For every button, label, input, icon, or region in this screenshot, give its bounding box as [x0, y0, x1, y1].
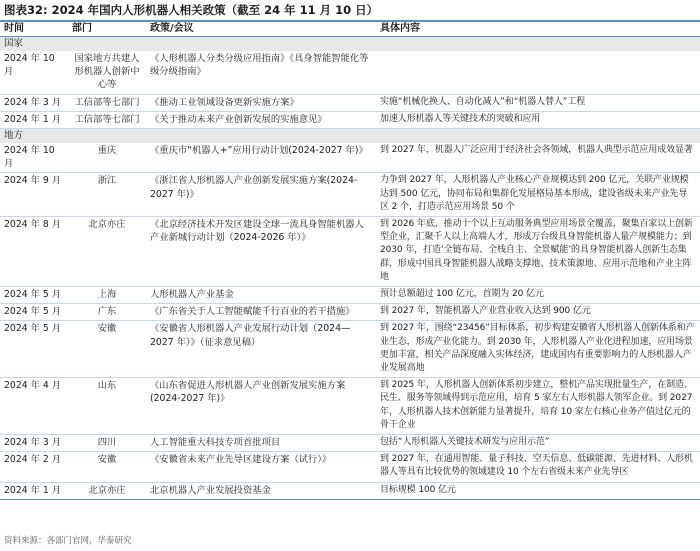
cell-policy: 人形机器人产业基金	[146, 287, 376, 304]
cell-content: 力争到 2027 年，人形机器人产业核心产业规模达到 200 亿元，关联产业规模达到 500 亿元，协同布局和集群化发展格局基本形成，建设省级未来产业先导区 2 个，打造示范应用场景 50 个	[376, 173, 700, 217]
cell-dept: 北京亦庄	[68, 482, 146, 499]
cell-policy: 《重庆市“机器人+”应用行动计划(2024-2027 年)》	[146, 143, 376, 173]
section-row	[0, 129, 700, 144]
table-row	[0, 482, 700, 499]
cell-time: 2024 年 3 月	[0, 94, 68, 111]
cell-content: 包括“人形机器人关键技术研发与应用示范”	[376, 435, 700, 452]
cell-dept: 工信部等七部门	[68, 111, 146, 128]
cell-time: 2024 年 5 月	[0, 304, 68, 321]
policy-table	[0, 22, 700, 500]
cell-time: 2024 年 5 月	[0, 287, 68, 304]
cell-policy: 《人形机器人分类分级应用指南》《具身智能智能化等级分级指南》	[146, 51, 376, 94]
table-row	[0, 452, 700, 482]
cell-dept: 北京亦庄	[68, 217, 146, 287]
table-row	[0, 111, 700, 128]
cell-policy: 北京机器人产业发展投资基金	[146, 482, 376, 499]
header-content: 具体内容	[376, 22, 700, 37]
cell-time: 2024 年 8 月	[0, 217, 68, 287]
cell-dept: 上海	[68, 287, 146, 304]
cell-time: 2024 年 1 月	[0, 111, 68, 128]
cell-content: 实施“机械化换人、自动化减人”和“机器人替人”工程	[376, 94, 700, 111]
table-header-row	[0, 22, 700, 37]
cell-time: 2024 年 3 月	[0, 435, 68, 452]
cell-dept: 浙江	[68, 173, 146, 217]
cell-content: 到 2027 年，机器人广泛应用于经济社会各领域，机器人典型示范应用成效显著	[376, 143, 700, 173]
table-row	[0, 287, 700, 304]
cell-content: 到 2026 年底，推动十个以上互动服务典型应用场景全覆盖，聚集百家以上创新型企业，汇聚千人以上高端人才，形成万台级具身智能机器人量产规模能力；到 2030 年，打造‘全链布局、全栈自主、全景赋能’的具身智能机器人创新生态集群，形成中国具身智能机器人战略支撑地、技术策源地、应用示范地和产业主阵地	[376, 217, 700, 287]
cell-content: 到 2027 年，围绕“23456”目标体系，初步构建安徽省人形机器人创新体系和产业生态，形成产业化能力。到 2030 年，人形机器人产业化进程加速，应用场景更加丰富，相关产品深度融入实体经济，建成国内有重要影响力的人形机器人产业发展高地	[376, 321, 700, 378]
cell-policy: 《北京经济技术开发区建设全球一流具身智能机器人产业新城行动计划（2024-2026 年）》	[146, 217, 376, 287]
cell-time: 2024 年 5 月	[0, 321, 68, 378]
table-row	[0, 321, 700, 378]
table-row	[0, 378, 700, 435]
header-policy: 政策/会议	[146, 22, 376, 37]
cell-dept: 安徽	[68, 452, 146, 482]
cell-dept: 重庆	[68, 143, 146, 173]
cell-time: 2024 年 9 月	[0, 173, 68, 217]
source-note: 资料来源：各部门官网，华泰研究	[4, 536, 132, 546]
header-time: 时间	[0, 22, 68, 37]
header-dept: 部门	[68, 22, 146, 37]
table-row	[0, 304, 700, 321]
cell-content: 到 2027 年，智能机器人产业营业收入达到 900 亿元	[376, 304, 700, 321]
cell-policy: 《浙江省人形机器人产业创新发展实施方案(2024-2027 年)》	[146, 173, 376, 217]
cell-time: 2024 年 4 月	[0, 378, 68, 435]
table-row	[0, 143, 700, 173]
cell-dept: 广东	[68, 304, 146, 321]
cell-policy: 《推动工业领域设备更新实施方案》	[146, 94, 376, 111]
table-row	[0, 435, 700, 452]
cell-policy: 人工智能重大科技专项首批项目	[146, 435, 376, 452]
table-body	[0, 37, 700, 500]
cell-dept: 安徽	[68, 321, 146, 378]
cell-time: 2024 年 1 月	[0, 482, 68, 499]
cell-time: 2024 年 2 月	[0, 452, 68, 482]
table-row	[0, 94, 700, 111]
cell-policy: 《广东省关于人工智能赋能千行百业的若干措施》	[146, 304, 376, 321]
figure-title: 图表32: 2024 年国内人形机器人相关政策（截至 24 年 11 月 10 日）	[4, 3, 379, 17]
cell-content: 加速人形机器人等关键技术的突破和应用	[376, 111, 700, 128]
cell-dept: 工信部等七部门	[68, 94, 146, 111]
table-row	[0, 217, 700, 287]
cell-policy: 《山东省促进人形机器人产业创新发展实施方案(2024-2027 年)》	[146, 378, 376, 435]
cell-content: 到 2025 年，人形机器人创新体系初步建立，整机产品实现批量生产，在制造、民生、服务等领域得到示范应用，培育 5 家左右人形机器人领军企业。到 2027 年，人形机器人技术创新能力显著提升，培育 10 家左右核心业务产值过亿元的骨干企业	[376, 378, 700, 435]
section-label: 地方	[0, 129, 700, 144]
cell-dept: 国家地方共建人形机器人创新中心等	[68, 51, 146, 94]
cell-time: 2024 年 10 月	[0, 143, 68, 173]
table-row	[0, 173, 700, 217]
cell-content: 目标规模 100 亿元	[376, 482, 700, 499]
section-label: 国家	[0, 37, 700, 52]
cell-content	[376, 51, 700, 94]
cell-content: 预计总额超过 100 亿元，首期为 20 亿元	[376, 287, 700, 304]
cell-dept: 四川	[68, 435, 146, 452]
section-row	[0, 37, 700, 52]
cell-policy: 《安徽省未来产业先导区建设方案（试行）》	[146, 452, 376, 482]
cell-policy: 《关于推动未来产业创新发展的实施意见》	[146, 111, 376, 128]
table-row	[0, 51, 700, 94]
cell-dept: 山东	[68, 378, 146, 435]
cell-policy: 《安徽省人形机器人产业发展行动计划（2024—2027 年）》（征求意见稿）	[146, 321, 376, 378]
cell-time: 2024 年 10 月	[0, 51, 68, 94]
cell-content: 到 2027 年，在通用智能、量子科技、空天信息、低碳能源、先进材料、人形机器人等具有比较优势的领域建设 10 个左右省级未来产业先导区	[376, 452, 700, 482]
